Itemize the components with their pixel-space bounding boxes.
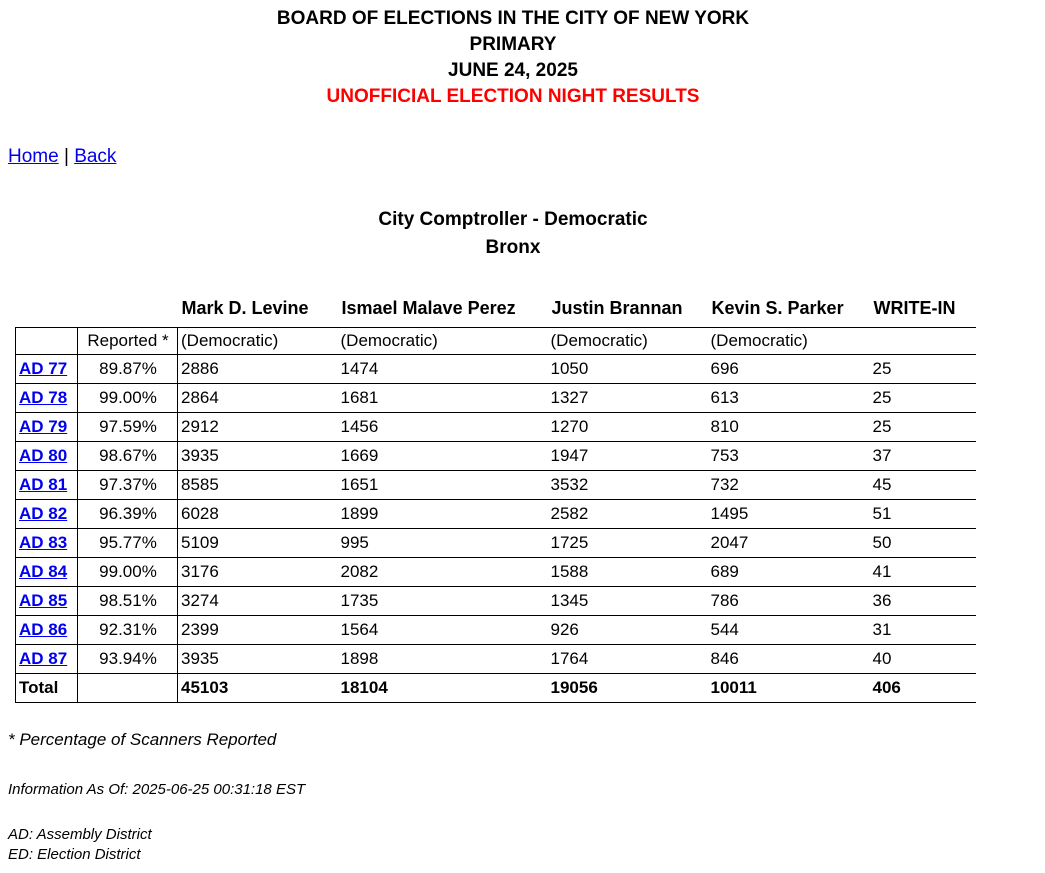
vote-count: 1898 xyxy=(338,645,548,674)
total-vote-count: 19056 xyxy=(548,674,708,703)
party-label: (Democratic) xyxy=(708,328,870,355)
ad-link-82[interactable]: AD 82 xyxy=(19,504,68,523)
party-label: (Democratic) xyxy=(338,328,548,355)
vote-count: 1899 xyxy=(338,500,548,529)
ad-link-83[interactable]: AD 83 xyxy=(19,533,68,552)
ed-definition: ED: Election District xyxy=(8,846,141,863)
reported-pct: 97.37% xyxy=(78,471,178,500)
vote-count: 3532 xyxy=(548,471,708,500)
vote-count: 753 xyxy=(708,442,870,471)
vote-count: 2082 xyxy=(338,558,548,587)
vote-count: 1270 xyxy=(548,413,708,442)
reported-pct: 89.87% xyxy=(78,355,178,384)
candidate-header: Kevin S. Parker xyxy=(711,298,844,318)
reported-pct: 92.31% xyxy=(78,616,178,645)
total-vote-count: 10011 xyxy=(708,674,870,703)
vote-count: 926 xyxy=(548,616,708,645)
candidate-header: Mark D. Levine xyxy=(181,298,309,318)
vote-count: 3935 xyxy=(178,442,338,471)
org-title: BOARD OF ELECTIONS IN THE CITY OF NEW YORK xyxy=(276,8,750,29)
table-row xyxy=(16,355,976,384)
vote-count: 6028 xyxy=(178,500,338,529)
subheader-row xyxy=(16,328,976,355)
candidate-header: Ismael Malave Perez xyxy=(341,298,516,318)
total-row xyxy=(16,674,976,703)
table-row xyxy=(16,471,976,500)
total-vote-count: 406 xyxy=(870,674,976,703)
election-type: PRIMARY xyxy=(469,34,557,55)
ad-link-78[interactable]: AD 78 xyxy=(19,388,68,407)
party-label: (Democratic) xyxy=(178,328,338,355)
back-link[interactable]: Back xyxy=(74,146,117,167)
ad-link-79[interactable]: AD 79 xyxy=(19,417,68,436)
total-vote-count: 45103 xyxy=(178,674,338,703)
home-link[interactable]: Home xyxy=(8,146,59,167)
vote-count: 2582 xyxy=(548,500,708,529)
vote-count: 3274 xyxy=(178,587,338,616)
vote-count: 1651 xyxy=(338,471,548,500)
reported-pct: 96.39% xyxy=(78,500,178,529)
reported-pct: 99.00% xyxy=(78,384,178,413)
unofficial-results-banner: UNOFFICIAL ELECTION NIGHT RESULTS xyxy=(326,86,700,107)
vote-count: 1050 xyxy=(548,355,708,384)
table-row xyxy=(16,616,976,645)
vote-count: 1456 xyxy=(338,413,548,442)
vote-count: 8585 xyxy=(178,471,338,500)
vote-count: 50 xyxy=(870,529,976,558)
reported-pct: 93.94% xyxy=(78,645,178,674)
race-borough: Bronx xyxy=(485,237,541,258)
vote-count: 31 xyxy=(870,616,976,645)
vote-count: 1725 xyxy=(548,529,708,558)
total-reported xyxy=(78,674,178,703)
vote-count: 786 xyxy=(708,587,870,616)
election-date: JUNE 24, 2025 xyxy=(448,60,578,81)
table-row xyxy=(16,384,976,413)
vote-count: 25 xyxy=(870,355,976,384)
ad-link-86[interactable]: AD 86 xyxy=(19,620,68,639)
candidate-header: Justin Brannan xyxy=(551,298,683,318)
vote-count: 1947 xyxy=(548,442,708,471)
table-row xyxy=(16,587,976,616)
table-row xyxy=(16,645,976,674)
total-vote-count: 18104 xyxy=(338,674,548,703)
table-row xyxy=(16,558,976,587)
vote-count: 1669 xyxy=(338,442,548,471)
party-label: (Democratic) xyxy=(548,328,708,355)
reported-pct: 99.00% xyxy=(78,558,178,587)
vote-count: 696 xyxy=(708,355,870,384)
vote-count: 40 xyxy=(870,645,976,674)
reported-header: Reported * xyxy=(78,328,178,355)
vote-count: 1495 xyxy=(708,500,870,529)
table-row xyxy=(16,500,976,529)
vote-count: 2912 xyxy=(178,413,338,442)
ad-link-85[interactable]: AD 85 xyxy=(19,591,68,610)
total-label: Total xyxy=(16,674,78,703)
scanners-footnote: * Percentage of Scanners Reported xyxy=(8,730,277,749)
ad-link-80[interactable]: AD 80 xyxy=(19,446,68,465)
vote-count: 1345 xyxy=(548,587,708,616)
vote-count: 25 xyxy=(870,384,976,413)
abbreviation-legend xyxy=(8,825,1045,865)
race-title-block xyxy=(8,206,1018,262)
party-label xyxy=(870,328,976,355)
vote-count: 689 xyxy=(708,558,870,587)
vote-count: 1681 xyxy=(338,384,548,413)
vote-count: 3935 xyxy=(178,645,338,674)
vote-count: 2399 xyxy=(178,616,338,645)
reported-pct: 98.67% xyxy=(78,442,178,471)
reported-pct: 95.77% xyxy=(78,529,178,558)
table-row xyxy=(16,442,976,471)
vote-count: 2886 xyxy=(178,355,338,384)
vote-count: 3176 xyxy=(178,558,338,587)
reported-pct: 97.59% xyxy=(78,413,178,442)
vote-count: 2047 xyxy=(708,529,870,558)
race-name: City Comptroller - Democratic xyxy=(378,209,648,230)
vote-count: 544 xyxy=(708,616,870,645)
vote-count: 5109 xyxy=(178,529,338,558)
vote-count: 25 xyxy=(870,413,976,442)
vote-count: 613 xyxy=(708,384,870,413)
vote-count: 732 xyxy=(708,471,870,500)
vote-count: 995 xyxy=(338,529,548,558)
vote-count: 1564 xyxy=(338,616,548,645)
vote-count: 36 xyxy=(870,587,976,616)
ad-link-77[interactable]: AD 77 xyxy=(19,359,68,378)
ad-link-84[interactable]: AD 84 xyxy=(19,562,68,581)
vote-count: 1735 xyxy=(338,587,548,616)
ad-link-81[interactable]: AD 81 xyxy=(19,475,68,494)
vote-count: 2864 xyxy=(178,384,338,413)
candidate-header: WRITE-IN xyxy=(873,298,956,318)
info-as-of: Information As Of: 2025-06-25 00:31:18 EST xyxy=(8,781,306,798)
vote-count: 810 xyxy=(708,413,870,442)
vote-count: 1764 xyxy=(548,645,708,674)
vote-count: 45 xyxy=(870,471,976,500)
vote-count: 1588 xyxy=(548,558,708,587)
breadcrumb-nav xyxy=(8,146,1045,168)
vote-count: 846 xyxy=(708,645,870,674)
vote-count: 41 xyxy=(870,558,976,587)
vote-count: 1474 xyxy=(338,355,548,384)
vote-count: 1327 xyxy=(548,384,708,413)
vote-count: 51 xyxy=(870,500,976,529)
vote-count: 37 xyxy=(870,442,976,471)
nav-separator: | xyxy=(63,146,69,167)
reported-pct: 98.51% xyxy=(78,587,178,616)
candidate-header-row xyxy=(16,296,976,328)
ad-link-87[interactable]: AD 87 xyxy=(19,649,68,668)
results-table xyxy=(15,296,976,703)
ad-definition: AD: Assembly District xyxy=(8,826,152,843)
table-row xyxy=(16,529,976,558)
page-header xyxy=(8,6,1018,110)
table-row xyxy=(16,413,976,442)
